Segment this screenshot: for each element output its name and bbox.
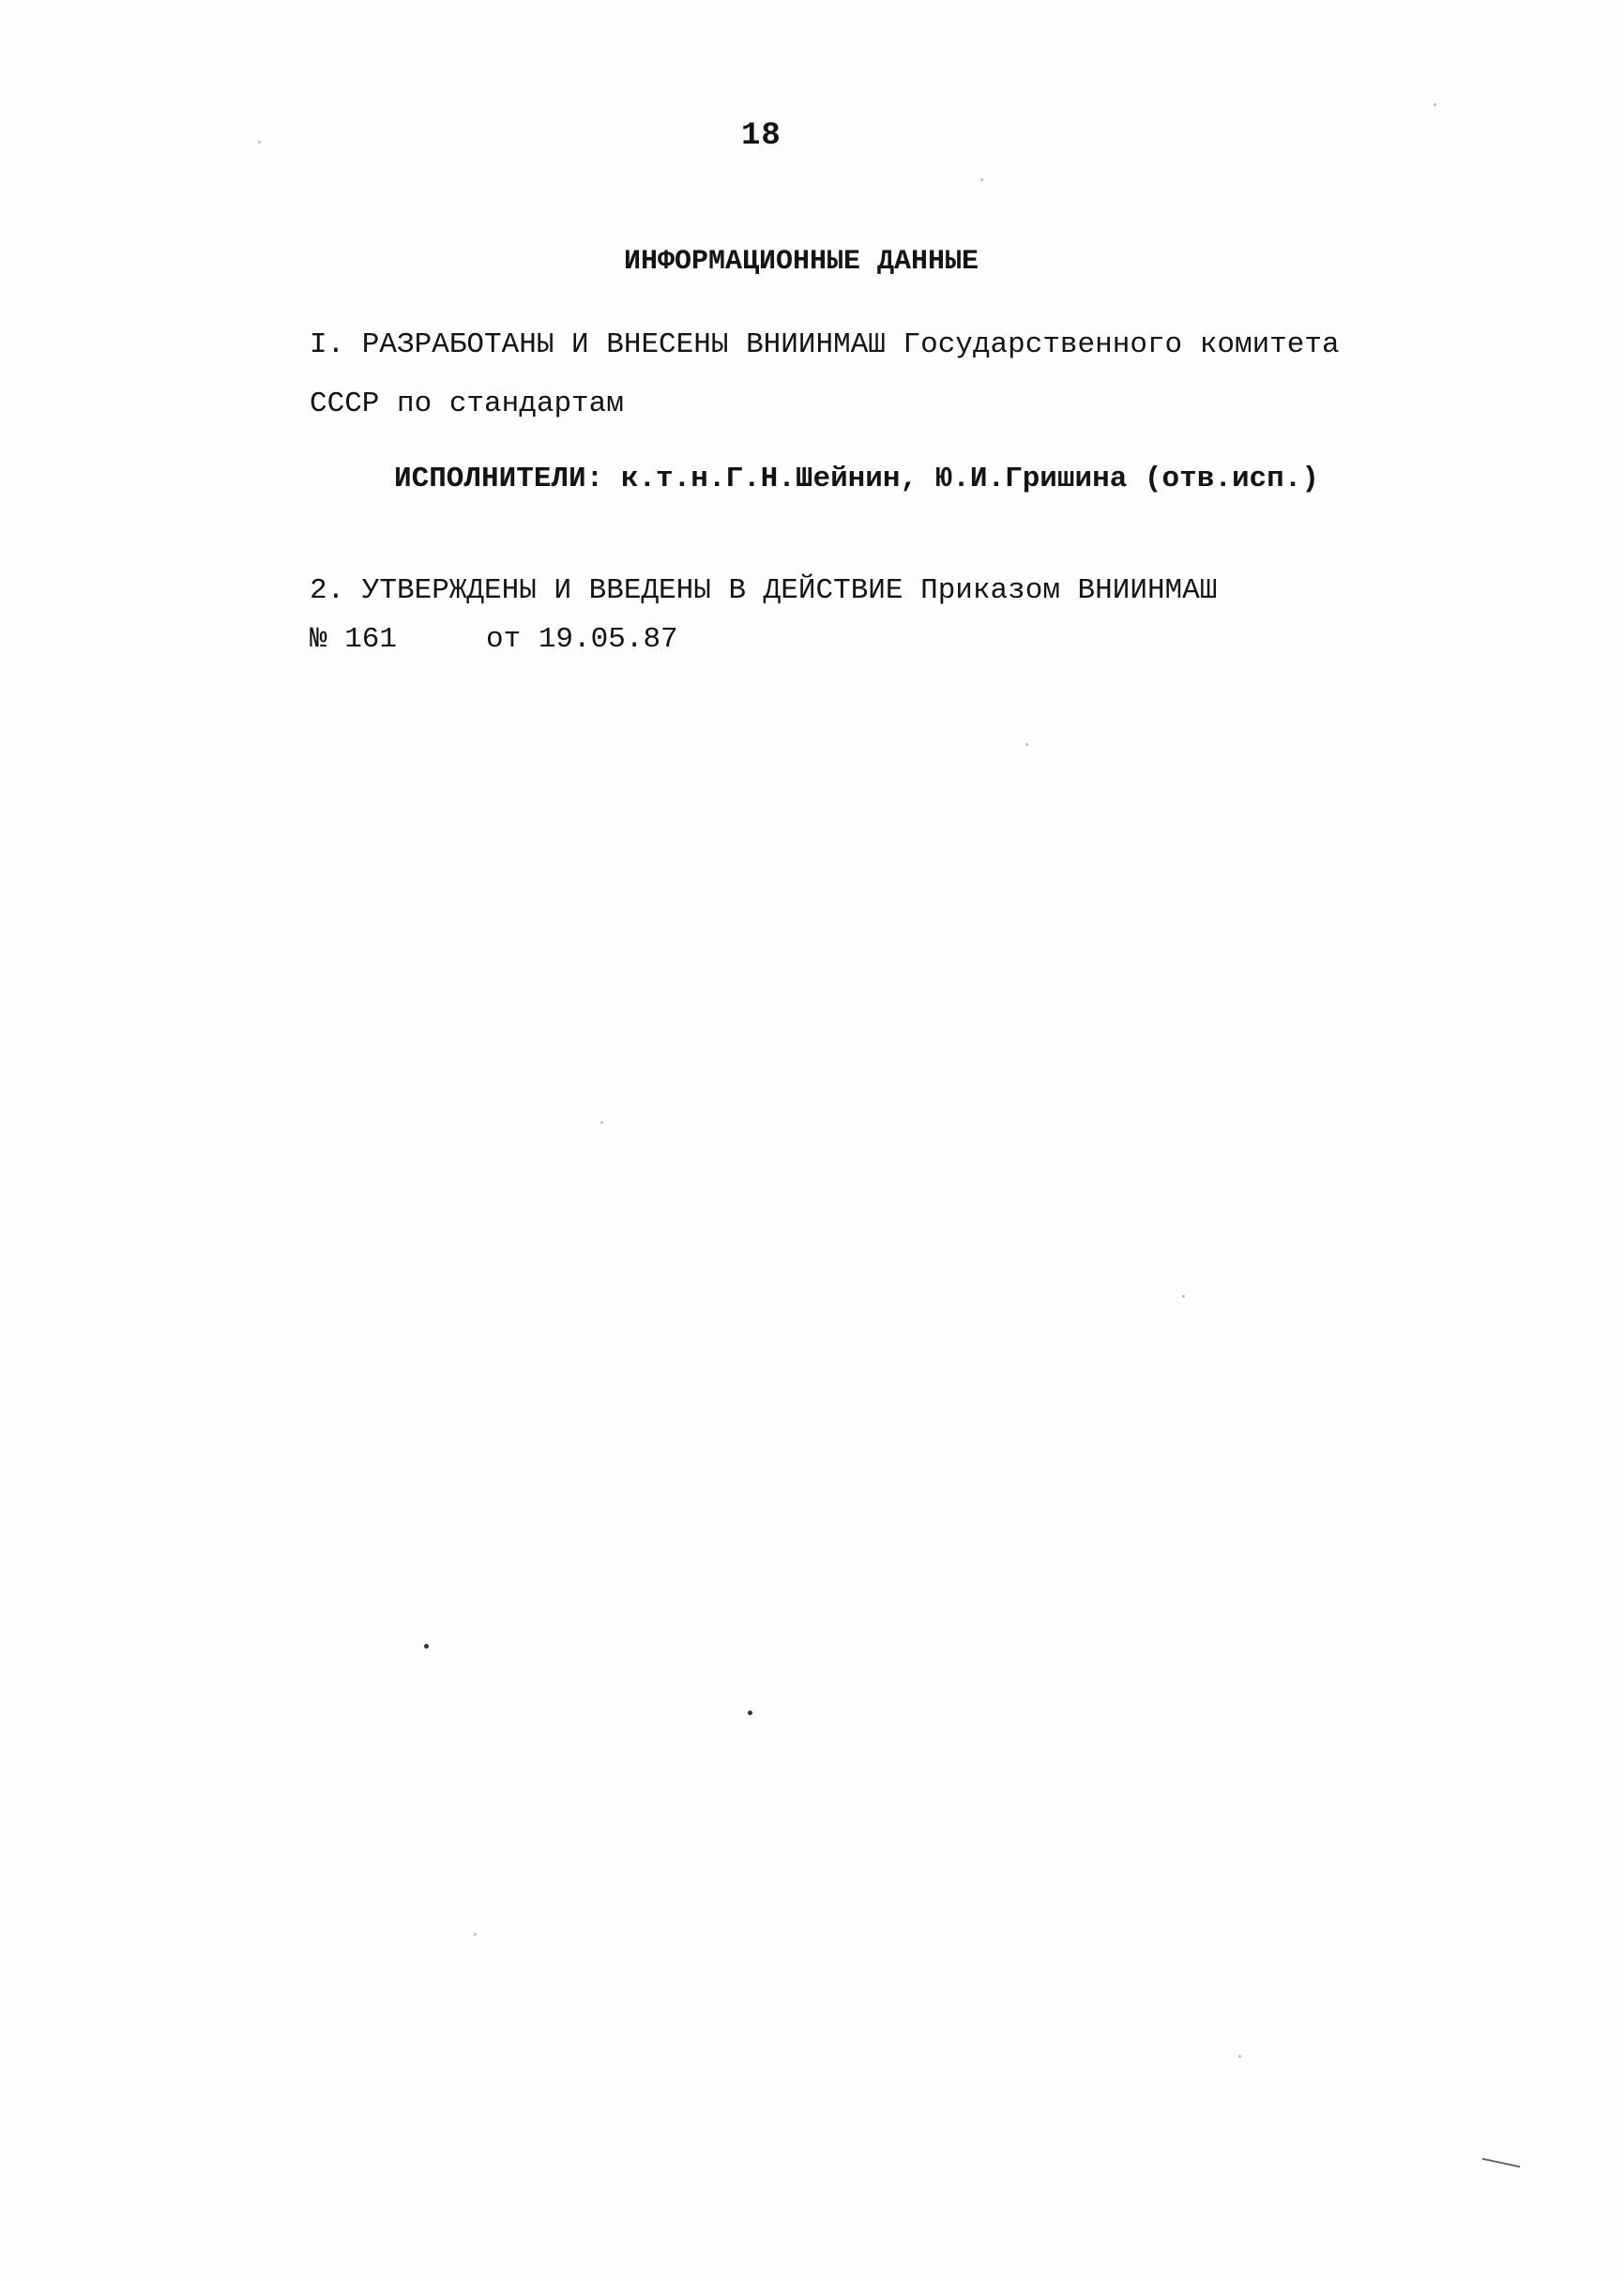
scan-speck (1238, 2055, 1241, 2058)
scan-mark (1482, 2145, 1520, 2168)
order-number: № 161 (310, 623, 398, 656)
section-heading: ИНФОРМАЦИОННЫЕ ДАННЫЕ (624, 246, 979, 278)
scan-speck (600, 1121, 603, 1124)
item-1-line-1: I. РАЗРАБОТАНЫ И ВНЕСЕНЫ ВНИИНМАШ Государственного комитета (310, 328, 1340, 361)
item-1-executors: ИСПОЛНИТЕЛИ: к.т.н.Г.Н.Шейнин, Ю.И.Гришина (отв.исп.) (394, 463, 1319, 495)
scan-speck (980, 178, 983, 181)
scan-speck (474, 1933, 477, 1936)
scan-speck (1434, 103, 1436, 106)
scan-speck (748, 1711, 752, 1715)
scan-speck (1025, 743, 1028, 746)
order-date: от 19.05.87 (486, 623, 678, 656)
scan-speck (424, 1644, 429, 1649)
item-2-order-line (310, 623, 678, 656)
page-number: 18 (741, 118, 782, 154)
scan-speck (1182, 1295, 1185, 1298)
item-2-line-1: 2. УТВЕРЖДЕНЫ И ВВЕДЕНЫ В ДЕЙСТВИЕ Приказом ВНИИНМАШ (310, 574, 1218, 607)
scan-speck (258, 141, 261, 144)
item-1-line-2: СССР по стандартам (310, 388, 624, 420)
